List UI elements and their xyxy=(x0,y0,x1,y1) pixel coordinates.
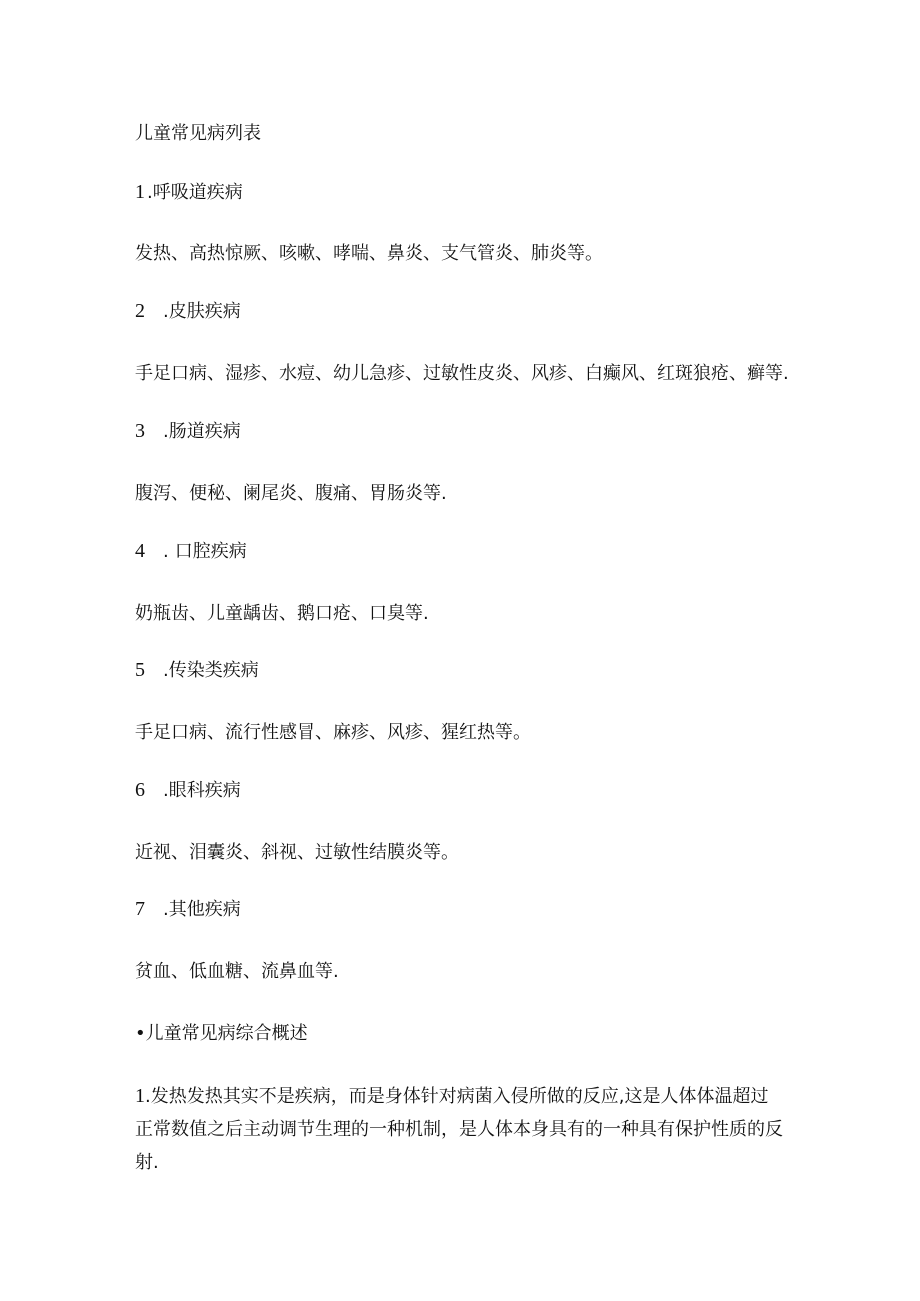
section-number: 5 xyxy=(135,659,145,681)
section-title: 其他疾病 xyxy=(168,899,241,920)
section-heading xyxy=(135,181,243,204)
overview-heading: •儿童常见病综合概述 xyxy=(135,1023,308,1044)
section-title: 眼科疾病 xyxy=(168,780,241,801)
section-heading xyxy=(135,300,241,323)
section-separator: . xyxy=(163,899,169,920)
section-heading xyxy=(135,420,241,443)
overview-number: 1 xyxy=(135,1085,145,1107)
section-number: 1 xyxy=(135,181,145,203)
section-separator: . xyxy=(163,301,169,322)
section-number: 2 xyxy=(135,300,145,322)
section-title: 口腔疾病 xyxy=(174,541,247,562)
document-title: 儿童常见病列表 xyxy=(135,123,261,144)
section-heading xyxy=(135,540,247,563)
section-number: 4 xyxy=(135,540,145,562)
section-content: 发热、高热惊厥、咳嗽、哮喘、鼻炎、支气管炎、肺炎等。 xyxy=(135,243,603,264)
section-title: 肠道疾病 xyxy=(168,421,241,442)
section-number: 7 xyxy=(135,898,145,920)
section-number: 3 xyxy=(135,420,145,442)
section-separator: . xyxy=(163,541,169,562)
section-number: 6 xyxy=(135,779,145,801)
section-separator: . xyxy=(163,780,169,801)
section-title: 呼吸道疾病 xyxy=(152,182,243,203)
section-separator: . xyxy=(163,660,169,681)
section-content: 近视、泪囊炎、斜视、过敏性结膜炎等。 xyxy=(135,842,459,863)
section-heading xyxy=(135,898,241,921)
section-heading xyxy=(135,779,241,802)
overview-text: .发热发热其实不是疾病，而是身体针对病菌入侵所做的反应,这是人体体温超过正常数值之后主动调节生理的一种机制，是人体本身具有的一种具有保护性质的反射. xyxy=(135,1086,783,1173)
section-title: 传染类疾病 xyxy=(168,660,259,681)
section-content: 奶瓶齿、儿童龋齿、鹅口疮、口臭等. xyxy=(135,603,429,624)
section-title: 皮肤疾病 xyxy=(168,301,241,322)
section-separator: . xyxy=(147,182,153,203)
section-content: 手足口病、流行性感冒、麻疹、风疹、猩红热等。 xyxy=(135,722,531,743)
section-content: 贫血、低血糖、流鼻血等. xyxy=(135,961,339,982)
section-separator: . xyxy=(163,421,169,442)
section-content: 腹泻、便秘、阑尾炎、腹痛、胃肠炎等. xyxy=(135,483,447,504)
section-content: 手足口病、湿疹、水痘、幼儿急疹、过敏性皮炎、风疹、白癫风、红斑狼疮、癣等. xyxy=(135,363,789,384)
section-heading xyxy=(135,659,259,682)
overview-paragraph xyxy=(135,1080,785,1179)
